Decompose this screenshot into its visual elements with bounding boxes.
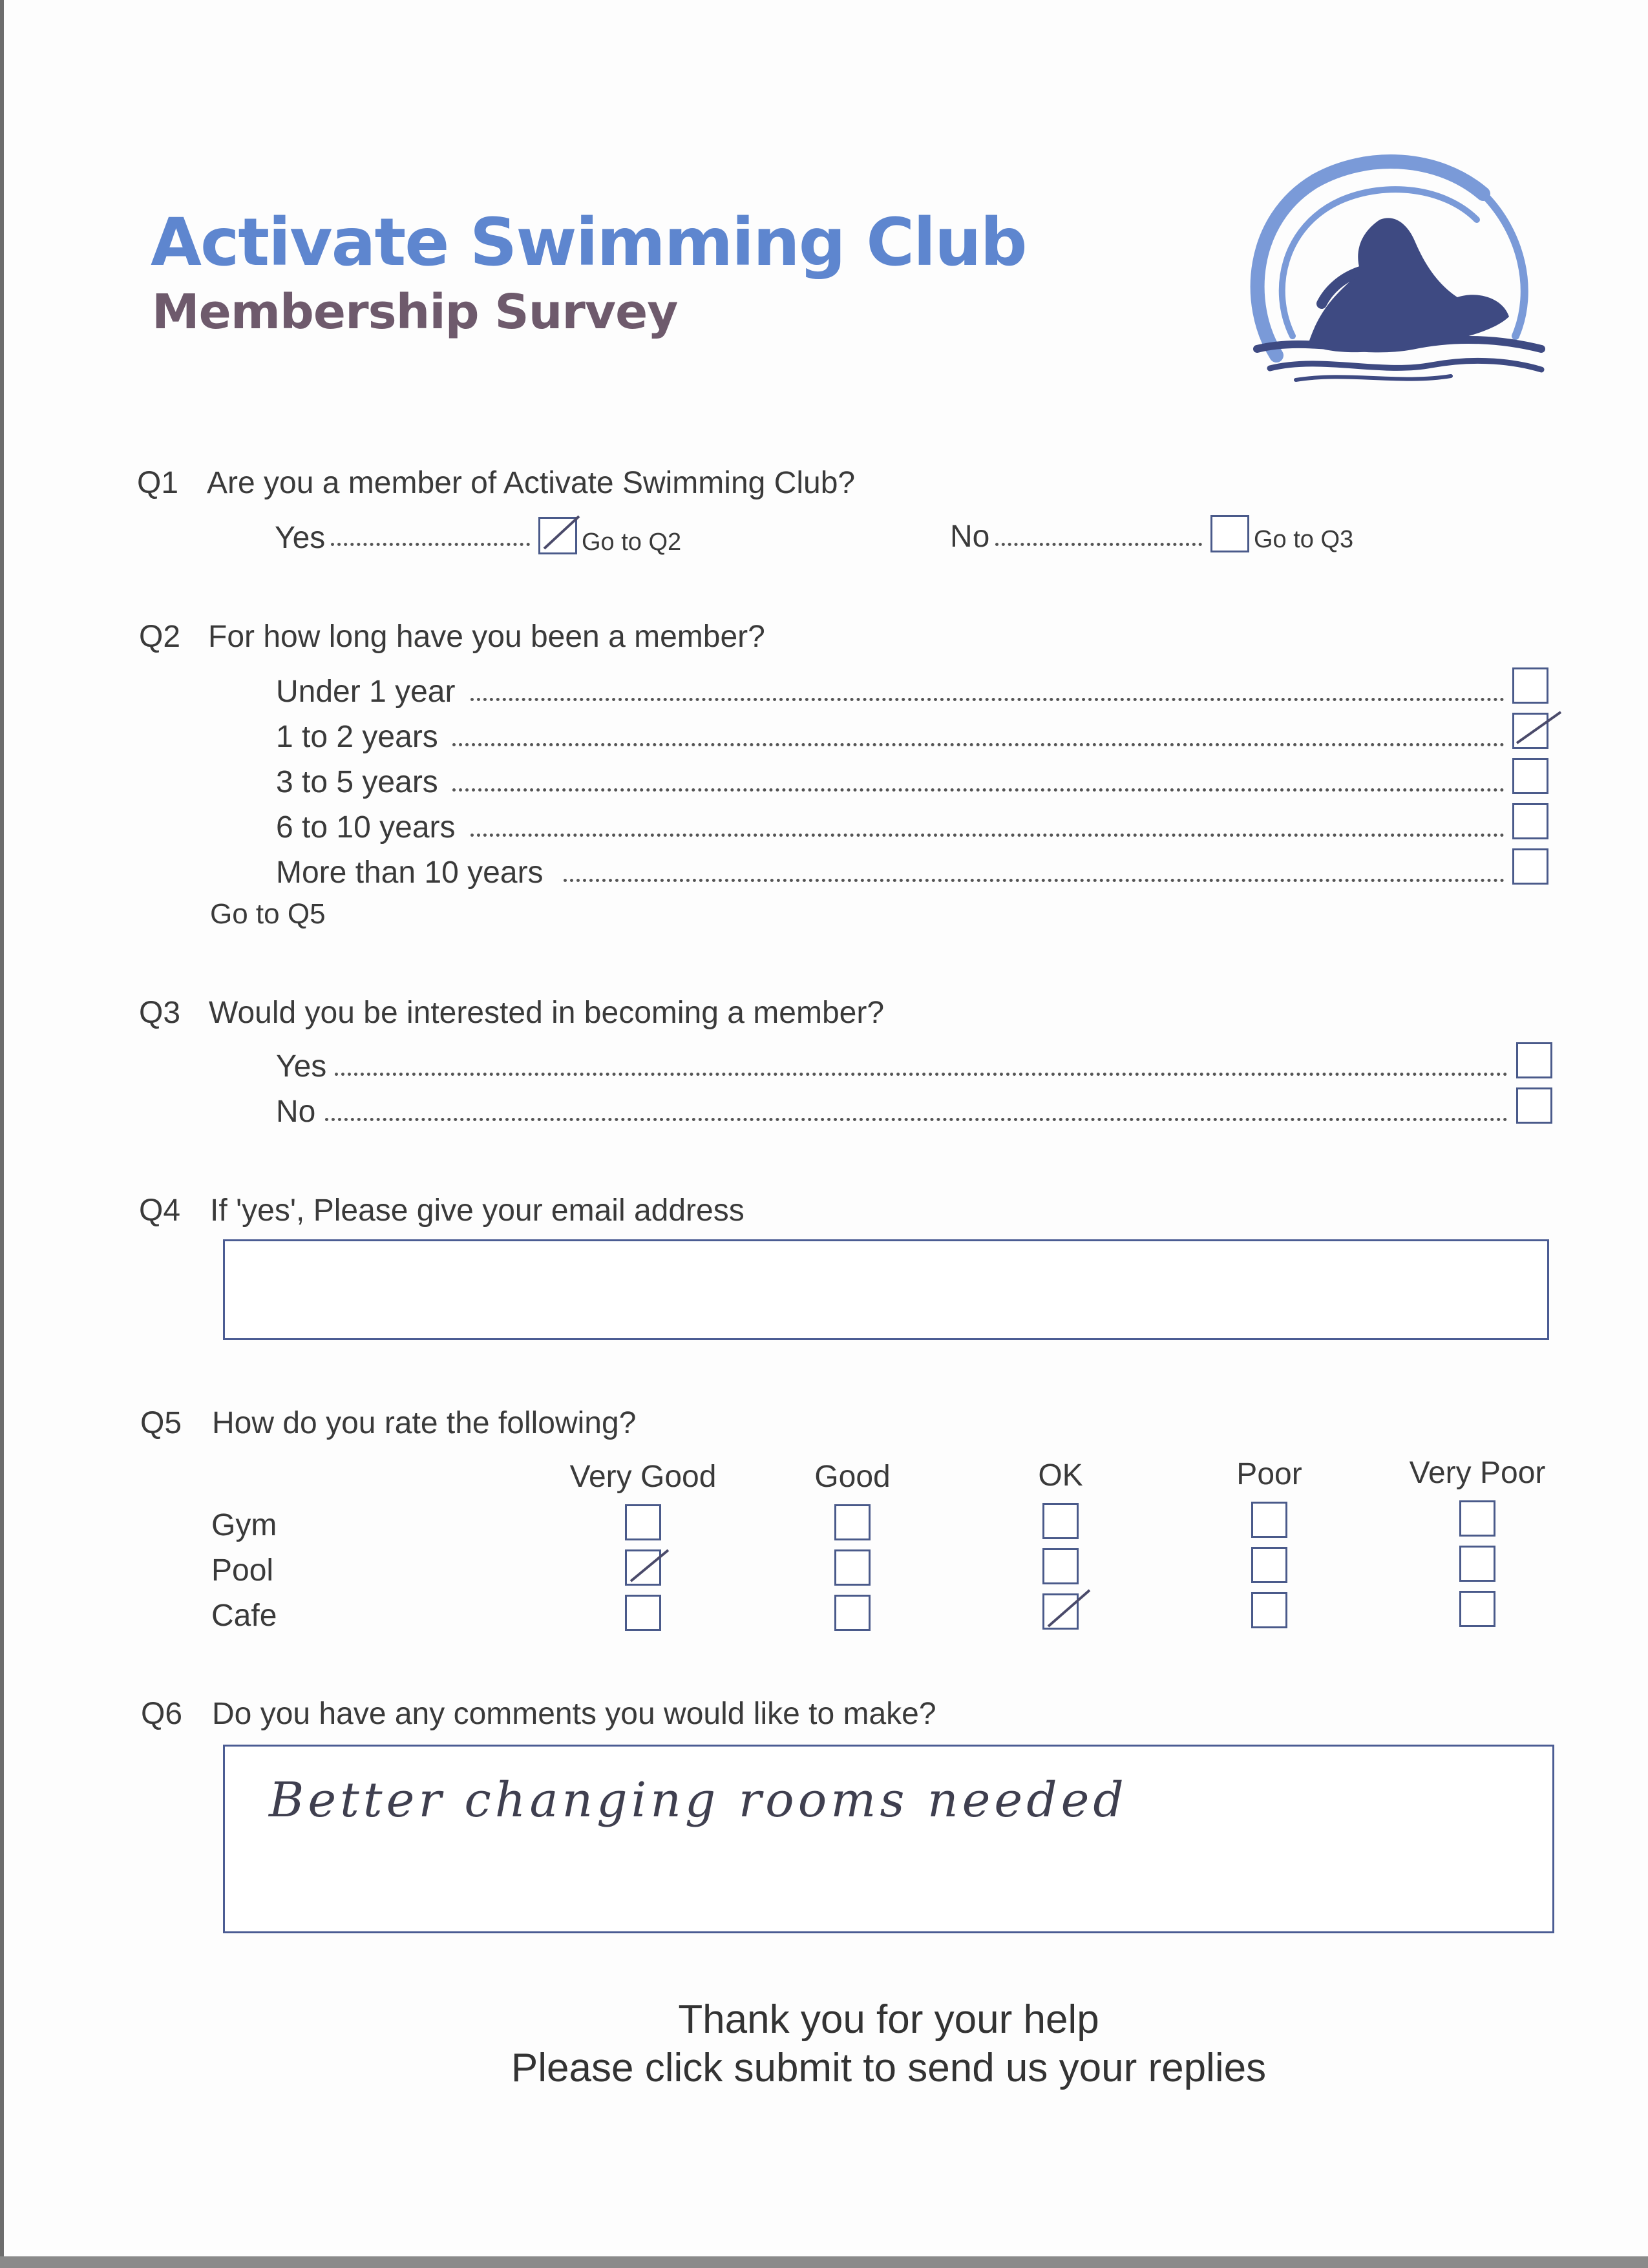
swimmer-logo-icon [1231,142,1554,388]
email-field[interactable] [223,1239,1549,1340]
comments-field[interactable] [223,1745,1554,1933]
q4-question: If 'yes', Please give your email address [210,1193,745,1228]
gym-very-good-checkbox[interactable] [625,1504,661,1540]
q2-more-than-10-years-checkbox[interactable] [1512,848,1548,885]
cafe-ok-checkbox[interactable] [1042,1593,1079,1630]
q1-no-route: Go to Q3 [1254,526,1354,553]
pool-very-poor-checkbox[interactable] [1459,1546,1495,1582]
cafe-poor-checkbox[interactable] [1251,1592,1287,1628]
footer-instruction: Please click submit to send us your replies [511,2046,1267,2090]
gym-very-poor-checkbox[interactable] [1459,1500,1495,1537]
q3-question: Would you be interested in becoming a member? [209,996,885,1030]
q2-6-to-10-years-checkbox[interactable] [1512,803,1548,839]
dot-leader [470,834,1505,837]
q1-yes-label: Yes [275,521,326,555]
q5-row-label: Cafe [211,1599,277,1633]
q2-under-1-year-checkbox[interactable] [1512,667,1548,704]
q3-yes-checkbox[interactable] [1516,1042,1552,1078]
pool-good-checkbox[interactable] [834,1549,871,1586]
pool-ok-checkbox[interactable] [1042,1548,1079,1584]
q1-number: Q1 [137,466,179,500]
q5-number: Q5 [140,1406,182,1440]
dot-leader [331,543,530,546]
q5-column-header: OK [1038,1458,1083,1493]
q2-option-label: 3 to 5 years [276,765,438,799]
cafe-good-checkbox[interactable] [834,1595,871,1631]
pool-very-good-checkbox[interactable] [625,1549,661,1586]
dot-leader [325,1118,1508,1121]
q1-no-checkbox[interactable] [1210,515,1249,552]
q2-option-label: Under 1 year [276,675,456,709]
cafe-very-good-checkbox[interactable] [625,1595,661,1631]
q3-yes-label: Yes [276,1049,327,1084]
dot-leader [564,879,1505,882]
cafe-very-poor-checkbox[interactable] [1459,1591,1495,1627]
dot-leader [470,698,1505,701]
footer-thanks: Thank you for your help [678,1997,1099,2042]
comments-field-value: Better changing rooms needed [269,1772,1128,1828]
q1-yes-checkbox[interactable] [538,517,577,554]
gym-ok-checkbox[interactable] [1042,1503,1079,1539]
gym-good-checkbox[interactable] [834,1504,871,1540]
q5-column-header: Good [814,1460,891,1494]
pool-poor-checkbox[interactable] [1251,1547,1287,1583]
q2-number: Q2 [139,620,181,654]
q1-yes-route: Go to Q2 [582,529,682,556]
q5-column-header: Very Good [569,1460,717,1494]
q5-question: How do you rate the following? [212,1406,637,1440]
q3-no-checkbox[interactable] [1516,1087,1552,1124]
q2-option-label: 1 to 2 years [276,720,438,754]
q1-question: Are you a member of Activate Swimming Club? [207,466,856,500]
page-title: Activate Swimming Club [151,204,1026,281]
dot-leader [335,1073,1508,1076]
q2-option-label: More than 10 years [276,856,544,890]
q3-number: Q3 [139,996,181,1030]
q2-1-to-2-years-checkbox[interactable] [1512,713,1548,749]
q1-no-label: No [950,520,990,554]
dot-leader [995,543,1202,546]
q5-column-header: Very Poor [1409,1456,1546,1490]
q6-question: Do you have any comments you would like to make? [212,1697,936,1731]
scan-edge-left [0,0,4,2268]
q3-no-label: No [276,1095,316,1129]
q2-question: For how long have you been a member? [208,620,765,654]
q5-row-label: Pool [211,1553,274,1588]
page-subtitle: Membership Survey [152,284,678,340]
q5-column-header: Poor [1236,1457,1302,1491]
q5-row-label: Gym [211,1508,277,1542]
scan-edge-bottom [0,2256,1648,2268]
q2-route: Go to Q5 [210,898,326,930]
q2-3-to-5-years-checkbox[interactable] [1512,758,1548,794]
gym-poor-checkbox[interactable] [1251,1502,1287,1538]
q2-option-label: 6 to 10 years [276,810,456,845]
dot-leader [452,743,1505,746]
q6-number: Q6 [141,1697,183,1731]
q4-number: Q4 [139,1193,181,1228]
dot-leader [452,788,1505,792]
